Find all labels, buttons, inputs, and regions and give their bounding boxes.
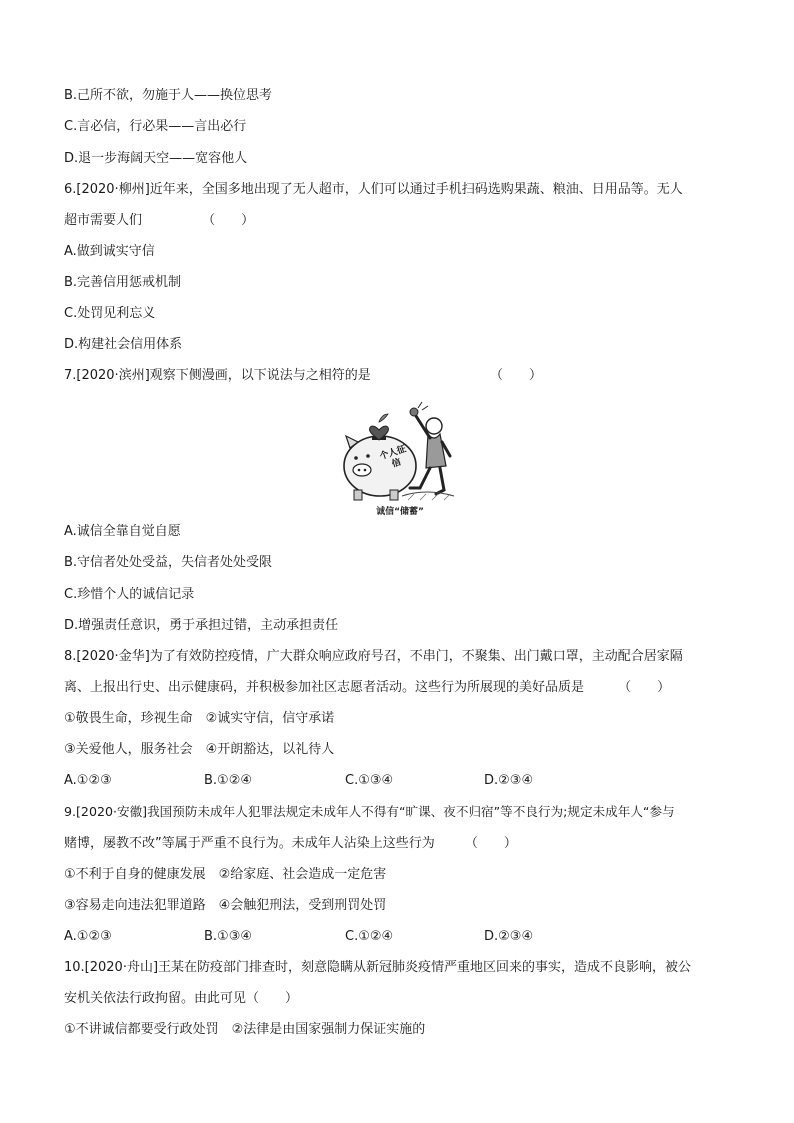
q7-answer-paren: （ ）	[490, 368, 543, 383]
q7-option-b: B.守信者处处受益，失信者处处受限	[64, 555, 273, 570]
q7-option-a: A.诚信全靠自觉自愿	[64, 524, 181, 539]
q9-statements-1: ①不利于自身的健康发展 ②给家庭、社会造成一定危害	[64, 867, 387, 882]
q7-cartoon	[336, 396, 464, 522]
q8-option-c: C.①③④	[345, 773, 394, 788]
q6-option-c: C.处罚见利忘义	[64, 306, 156, 321]
q7-option-c: C.珍惜个人的诚信记录	[64, 587, 195, 602]
q8-option-a: A.①②③	[64, 773, 112, 788]
piggy-bank-label: 个人征信	[378, 444, 408, 470]
q8-statements-1: ①敬畏生命，珍视生命 ②诚实守信，信守承诺	[64, 711, 335, 726]
q6-option-a: A.做到诚实守信	[64, 244, 155, 259]
q6-stem-line1: 6.[2020·柳州]近年来，全国多地出现了无人超市，人们可以通过手机扫码选购果蔬、粮油、日用品等。无人	[64, 182, 683, 197]
q6-answer-paren: （ ）	[202, 213, 255, 228]
q10-stem-line2: 安机关依法行政拘留。由此可见（ ）	[64, 991, 299, 1006]
q8-statements-2: ③关爱他人，服务社会 ④开朗豁达，以礼待人	[64, 742, 335, 757]
q8-options-row	[64, 771, 744, 791]
q8-option-d: D.②③④	[484, 773, 534, 788]
q9-statements-2: ③容易走向违法犯罪道路 ④会触犯刑法，受到刑罚处罚	[64, 898, 387, 913]
cartoon-caption: 诚信“储蓄”	[376, 507, 424, 517]
q9-option-a: A.①②③	[64, 929, 112, 944]
q10-stem-line1: 10.[2020·舟山]王某在防疫部门排查时，刻意隐瞒从新冠肺炎疫情严重地区回来的事实，造成不良影响，被公	[64, 960, 692, 975]
q9-stem-line2	[64, 834, 517, 854]
q9-options-row	[64, 927, 744, 947]
q7-option-d: D.增强责任意识，勇于承担过错，主动承担责任	[64, 618, 339, 633]
q7-stem-line1	[64, 366, 371, 386]
q8-stem-line1: 8.[2020·金华]为了有效防控疫情，广大群众响应政府号召，不串门，不聚集、出门戴口罩，主动配合居家隔	[64, 649, 683, 664]
q9-option-c: C.①②④	[345, 929, 394, 944]
q8-stem-text: 离、上报出行史、出示健康码，并积极参加社区志愿者活动。这些行为所展现的美好品质是	[64, 680, 585, 695]
q9-answer-paren: （ ）	[464, 836, 517, 851]
q7-stem-text: 7.[2020·滨州]观察下侧漫画，以下说法与之相符的是	[64, 368, 371, 383]
q6-option-b: B.完善信用惩戒机制	[64, 275, 182, 290]
q6-stem-line2	[64, 211, 254, 231]
q6-option-d: D.构建社会信用体系	[64, 337, 183, 352]
q5-option-d: D.退一步海阔天空——宽容他人	[64, 151, 248, 166]
q8-stem-line2	[64, 678, 670, 698]
q10-statements-1: ①不讲诚信都要受行政处罚 ②法律是由国家强制力保证实施的	[64, 1022, 426, 1037]
q5-option-b: B.己所不欲，勿施于人——换位思考	[64, 88, 273, 103]
q9-stem-line1: 9.[2020·安徽]我国预防未成年人犯罪法规定未成年人不得有“旷课、夜不归宿”等不良行为;规定未成年人“参与	[64, 804, 675, 819]
q9-option-d: D.②③④	[484, 929, 534, 944]
q8-option-b: B.①②④	[204, 773, 253, 788]
q6-stem-text: 超市需要人们	[64, 213, 143, 228]
q5-option-c: C.言必信，行必果——言出必行	[64, 119, 247, 134]
q9-option-b: B.①③④	[204, 929, 253, 944]
q9-stem-text: 赌博，屡教不改”等属于严重不良行为。未成年人沾染上这些行为	[64, 836, 435, 851]
q8-answer-paren: （ ）	[618, 680, 671, 695]
